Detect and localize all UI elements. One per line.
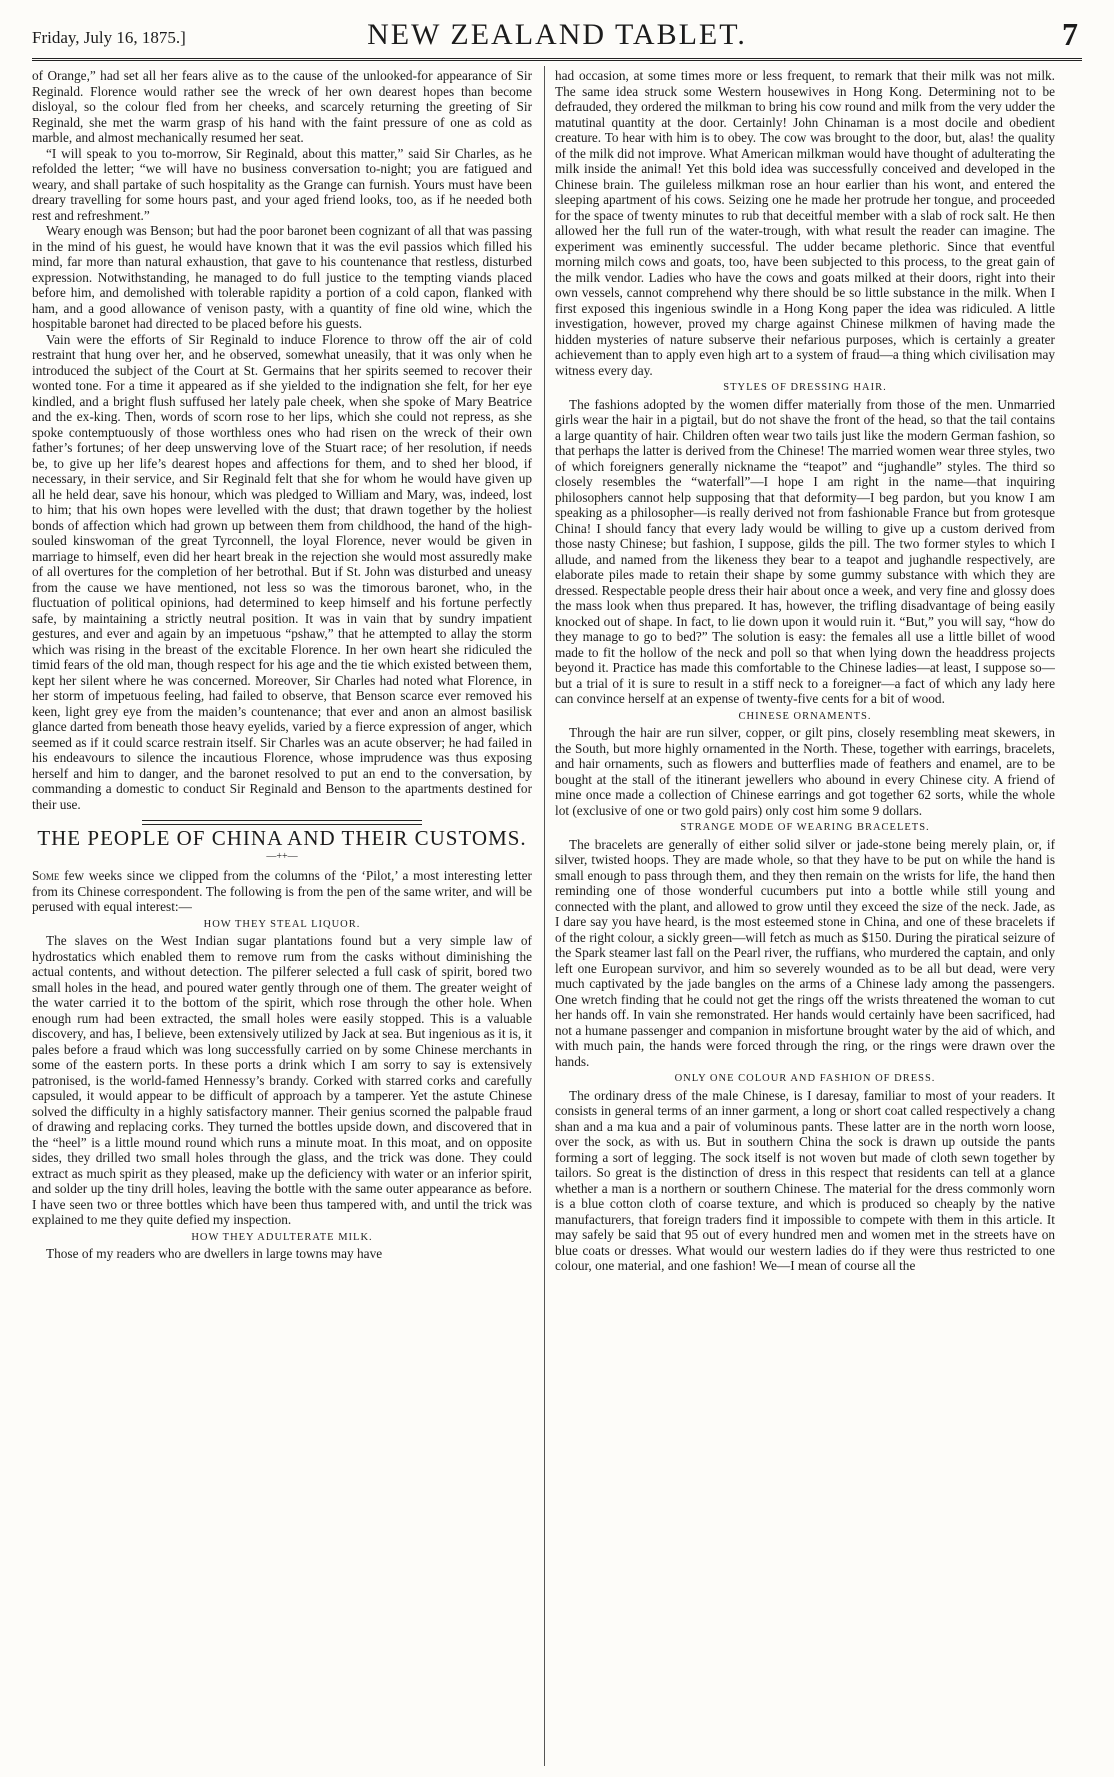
page-number: 7 (1062, 16, 1078, 52)
left-column (32, 68, 532, 1768)
subheading-bracelets: STRANGE MODE OF WEARING BRACELETS. (680, 822, 930, 833)
paragraph: had occasion, at some times more or less frequent, to remark that their milk was not milk. The same idea struck some Western housewives in Hong Kong. Determining not to be defrauded, they ordered the milkman to bring his cow round and milk from the very udder the matutinal quantity at the door. Certainly! John Chinaman is a most docile and obedient creature. To hear with him is to obey. The cow was brought to the door, but, alas! the quality of the milk did not improve. What American milkman would have thought of adulterating the milk inside the animal! Yet this bold idea was successfully conceived and developed in the Chinese brain. The guileless milkman rose an hour earlier than his wont, and entered the sleeping apartment of his cows. Seizing one he made her protrude her tongue, and proceeded for the space of twenty minutes to rub that deceitful member with a slab of rock salt. He then allowed her the full run of the water-trough, with what result the reader can imagine. The experiment was eminently successful. The udder became plethoric. Since that eventful morning milch cows and goats, too, have been subjected to this process, to the great gain of the milk vendor. Ladies who have the cows and goats milked at their doors, right into their own vessels, cannot comprehend why there should be so little substance in the milk. When I first exposed this ingenious swindle in a Hong Kong paper the idea was ridiculed. A little investigation, however, proved my charge against Chinese milkmen of having made the hidden mysteries of nature subserve their nefarious purposes, which is certainly a greater achievement than to apply even high art to a system of fraud—a thing which civilisation may witness every day. (555, 68, 1055, 378)
newspaper-title: NEW ZEALAND TABLET. (367, 18, 747, 51)
paragraph: The fashions adopted by the women differ materially from those of the men. Unmarried girls wear the hair in a pigtail, but do not shave the front of the head, so that the tail contains a large quantity of hair. Children often wear two tails just like the modern German fashion, so that perhaps the latter is derived from the Chinese! The married women wear three styles, two of which foreigners generally nickname the “teapot” and “jughandle” styles. The third so closely resembles the “waterfall”—I hope I am right in the name—that inquiring philosophers cannot help supposing that that deformity—I beg pardon, but you know I am speaking as a philosopher—is really derived not from fashionable France but from grotesque China! I should fancy that every lady would be willing to give up a custom derived from those nasty Chinese; but fashion, I suppose, gilds the pill. The two former styles to which I allude, and named from the likeness they bear to a teapot and jughandle respectively, are elaborate piles made to retain their shape by some gummy substance with which they are dressed. Respectable people dress their hair about once a week, and very fine and glossy does the mass look when thus prepared. It has, however, the trifling disadvantage of being easily knocked out of shape. In fact, to lie down upon it would ruin it. “But,” you will say, “how do they manage to go to bed?” The solution is easy: the females all use a little billet of wood made to fit the hollow of the neck and poll so that when lying down the headdress projects beyond it. Practice has made this comfortable to the Chinese ladies—at least, I suppose so—but a trial of it is sure to result in a stiff neck to a foreigner—a fact of which any lady here can convince herself at an expense of twenty-five cents for a bit of wood. (555, 396, 1055, 706)
paragraph: Vain were the efforts of Sir Reginald to induce Florence to throw off the air of cold restraint that hung over her, and he observed, somewhat uneasily, that it was only when he introduced the subject of the Court at St. Germains that her spirits seemed to recover their wonted tone. For a time it appeared as if she yielded to the indignation she felt, for her eye kindled, and a bright flush suffused her lately pale cheek, when she spoke of Mary Beatrice and the ex-king. Then, words of scorn rose to her lips, which she could not repress, as she spoke contemptuously of those worthless ones who had risen on the wreck of their own father’s fortunes; of her deep unswerving love of the Stuart race; of her resolution, if needs be, to give up her life’s dearest hopes and affections for them, and to shed her blood, if necessary, in their service, and Sir Reginald felt that she for whom he would have given up all he held dear, save his honour, which was pledged to William and Mary, was, indeed, lost to him; that his own hopes were levelled with the dust; that drawn together by the holiest bonds of affection which had grown up between them from childhood, the hand of the high-souled kinswoman of the great Tyrconnell, the loyal Florence, never would be given in marriage to himself, even did her heart break in the rejection she would most assuredly make of all overtures for the completion of her betrothal. But if St. John was disturbed and uneasy from the cause we have mentioned, not less so was the timorous baronet, who, in the fluctuation of political opinions, had determined to keep himself and his fortune perfectly safe, by maintaining a strictly neutral position. It was in vain that by sundry impatient gestures, and ever and again by an impetuous “pshaw,” that he attempted to allay the storm which was rising in the breast of the excitable Florence. In her own heart she ridiculed the timid fears of the old man, though respect for his age and the tie which existed between them, kept her silent where he was concerned. Moreover, Sir Charles had noted what Florence, in her storm of impetuous feeling, had failed to observe, that Benson scarce ever removed his keen, light grey eye from the maiden’s countenance; that ever and anon an almost basilisk glance darted from beneath those heavy eyelids, varied by a fierce expression of anger, which seemed as if it could scarce restrain itself. Sir Charles was an acute observer; he had failed in his endeavours to silence the incautious Florence, whose imprudence was thus exposing herself and him to danger, and the baronet resolved to put an end to the conversation, by commanding a domestic to conduct Sir Reginald and Benson to the apartments destined for their use. (32, 331, 532, 812)
lead-word: Some (32, 868, 60, 883)
paragraph: The slaves on the West Indian sugar plantations found but a very simple law of hydrostatics which enabled them to remove rum from the casks without diminishing the actual contents, and without detection. The pilferer selected a full cask of spirit, bored two small holes in the head, and poured water gently through one of them. The greater weight of the water carried it to the bottom of the spirit, which rose through the other hole. When enough rum had been extracted, the small holes were easily stopped. This is a valuable discovery, and has, I believe, been extensively utilized by Jack at sea. But ingenious as it is, it pales before a fraud which was long successfully carried on by some Chinese merchants in some of the eastern ports. In these ports a drink which I am sorry to say is extensively patronised, is the world-famed Hennessy’s brandy. Corked with starred corks and carefully capsuled, it would appear to be difficult of approach by a tamperer. Yet the astute Chinese solved the difficulty in a highly satisfactory manner. Their genius scorned the palpable fraud of drawing and replacing corks. They turned the bottles upside down, and discovered that in the “heel” is a little mound round which runs a minute moat. In this moat, and on opposite sides, they drilled two small holes through the glass, and the trick was done. They could extract as much spirit as they pleased, make up the deficiency with water or an inferior spirit, and solder up the tiny drill holes, leaving the bottle with the same outer appearance as before. I have seen two or three bottles which have been thus tampered with, and until the trick was explained to me they quite defied my inspection. (32, 933, 532, 1227)
subheading-steal-liquor: HOW THEY STEAL LIQUOR. (203, 918, 361, 930)
masthead (32, 14, 1082, 61)
subheading-dress: ONLY ONE COLOUR AND FASHION OF DRESS. (674, 1073, 936, 1084)
paragraph: Weary enough was Benson; but had the poor baronet been cognizant of all that was passing in the mind of his guest, he would have known that it was the evil passios which filled his mind, far more than natural exhaustion, that gave to his countenance that restless, disturbed expression. Notwithstanding, he managed to do full justice to the tempting viands placed before him, and demolished with tolerable rapidity a portion of a cold capon, flanked with ham, and a good allowance of venison pasty, with a quantity of fine old wine, which the hospitable baronet had directed to be placed before his guests. (32, 223, 532, 331)
paragraph: The bracelets are generally of either solid silver or jade-stone being merely plain, or, if silver, twisted hoops. They are made whole, so that they have to be put on while the hand is small enough to pass through them, and they then remain on the wrists for life, the hand then reminding one of those wonderful cucumbers put into a bottle while still young and connected with the plant, and allowed to grow until they exceed the size of the neck. Jade, as I dare say you have heard, is the most esteemed stone in China, and one of these bracelets if of the right colour, a sickly green—will fetch as much as $150. During the piratical seizure of the Spark steamer last fall on the Pearl river, the ruffians, who murdered the captain, and only left one European survivor, and him so severely wounded as to be all but dead, were very much captivated by the jade bangles on the arms of a Chinese lady among the passengers. One wretch finding that he could not get the rings off the wrists threatened the woman to cut her hands off. In vain she remonstrated. Her hands would certainly have been sacrificed, had not a humane passenger and companion in misfortune brought water by the aid of which, and with much pain, the hands were forced through the ring, or the rings were drawn over the hands. (555, 836, 1055, 1069)
subheading-adulterate-milk: HOW THEY ADULTERATE MILK. (191, 1231, 373, 1243)
intro-text: few weeks since we clipped from the columns of the ‘Pilot,’ a most interesting letter from its Chinese correspondent. The following is from the pen of the same writer, and will be perused with equal interest:— (32, 868, 532, 914)
section-divider (142, 820, 422, 825)
paragraph: “I will speak to you to-morrow, Sir Reginald, about this matter,” said Sir Charles, as he refolded the letter; “we will have no business conversation to-night; you are fatigued and weary, and shall partake of such hospitality as the Grange can furnish. Yours must have been dreary travelling for some hours past, and your aged friend looks, too, as if he needed both rest and refreshment.” (32, 145, 532, 223)
paragraph: The ordinary dress of the male Chinese, is I daresay, familiar to most of your readers. It consists in general terms of an inner garment, a long or short coat called respectively a chang shan and a ma kua and a pair of voluminous pants. These latter are in the north worn loose, over the sock, as with us. But in southern China the sock is drawn up outside the pants forming a sort of legging. The sock itself is not woven but made of cloth sewn together by tailors. So great is the distinction of dress in this respect that residents can tell at a glance whether a man is a northern or southern Chinese. The material for the dress commonly worn is a blue cotton cloth of coarse texture, and which is produced so cheaply by the native manufacturers, that foreign traders find it impossible to compete with them in this article. It may safely be said that 95 out of every hundred men and women met in the streets have on blue coats or dresses. What would our western ladies do if they were thus restricted to one colour, one material, and one fashion! We—I mean of course all the (555, 1087, 1055, 1273)
article-title: THE PEOPLE OF CHINA AND THEIR CUSTOMS. (37, 826, 527, 850)
column-divider (544, 66, 545, 1766)
paragraph: of Orange,” had set all her fears alive as to the cause of the unlooked-for appearance of Sir Reginald. Florence would rather see the wreck of her own dearest hopes than become disloyal, so the colour fled from her cheeks, and scarcely returning the greeting of Sir Reginald, she met the warm grasp of his hand with the faint pressure of one as cold as marble, and almost mechanically resumed her seat. (32, 68, 532, 145)
paragraph: Through the hair are run silver, copper, or gilt pins, closely resembling meat skewers, in the South, but more highly ornamented in the North. These, together with earrings, bracelets, and hair ornaments, such as flowers and butterflies made of feathers and enamel, are to be bought at the stall of the itinerant jewellers who abound in every Chinese city. A friend of mine once made a collection of Chinese earrings and got together 62 sorts, while the whole lot (exclusive of one or two gold pairs) only cost him some 9 dollars. (555, 725, 1055, 818)
subheading-ornaments: CHINESE ORNAMENTS. (738, 710, 872, 722)
title-ornament: —++— (266, 850, 298, 862)
intro-paragraph (32, 868, 532, 915)
subheading-styles-hair: STYLES OF DRESSING HAIR. (723, 382, 887, 393)
issue-date: Friday, July 16, 1875.] (32, 28, 186, 47)
paragraph: Those of my readers who are dwellers in large towns may have (46, 1246, 383, 1261)
right-column (555, 68, 1055, 1768)
